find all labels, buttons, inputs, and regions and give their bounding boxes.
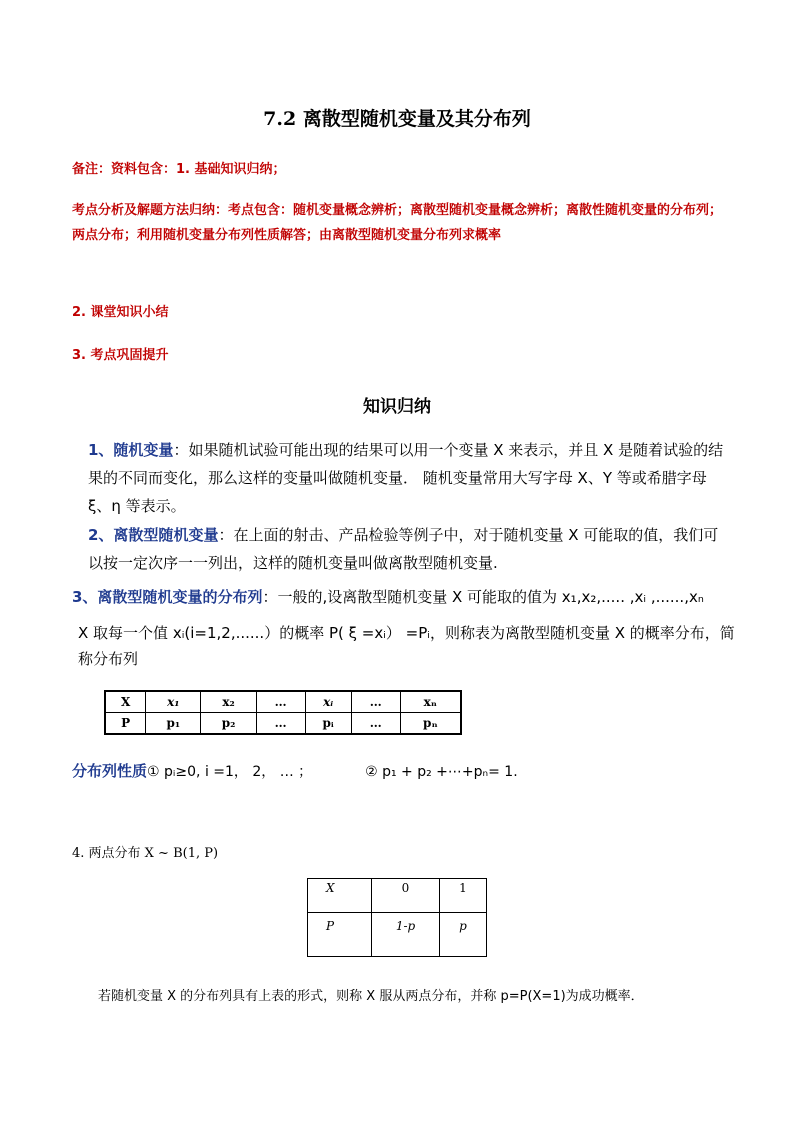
- table-row: [105, 713, 461, 735]
- conclusion-text: 若随机变量 X 的分布列具有上表的形式，则称 X 服从两点分布，并称 p=P(X=1)为成功概率．: [98, 989, 644, 1004]
- paragraph-discrete-variable: [88, 521, 728, 577]
- table-cell: 1: [440, 879, 487, 913]
- section-item-summary: 2. 课堂知识小结: [72, 305, 169, 320]
- table-cell: …: [351, 713, 400, 735]
- two-point-heading: 4. 两点分布 X ~ B(1, P): [72, 846, 219, 861]
- table-row: [308, 913, 487, 957]
- table-cell: P: [105, 713, 146, 735]
- page-title: 7.2 离散型随机变量及其分布列: [263, 108, 531, 130]
- properties-label: 分布列性质: [72, 762, 148, 780]
- section-item-consolidation: 3. 考点巩固提升: [72, 348, 169, 363]
- table-cell: …: [256, 691, 305, 713]
- paragraph-random-variable: [88, 436, 728, 520]
- exam-points: 考点分析及解题方法归纳：考点包含：随机变量概念辨析；离散型随机变量概念辨析；离散性随机变量的分布列；两点分布；利用随机变量分布列性质解答；由离散型随机变量分布列求概率: [72, 203, 723, 243]
- term-random-variable: 1、随机变量: [88, 441, 174, 459]
- definition-text: ：如果随机试验可能出现的结果可以用一个变量 X 来表示，并且 X 是随着试验的结果的不同而变化，那么这样的变量叫做随机变量． 随机变量常用大写字母 X、Y 等或希腊字母 ξ、η 等表示。: [88, 441, 724, 515]
- two-point-table: [307, 878, 487, 957]
- paragraph-distribution: [72, 583, 752, 611]
- table-cell: X: [308, 879, 372, 913]
- paragraph-distribution-cont: X 取每一个值 xᵢ(i=1,2,......）的概率 P( ξ =xᵢ） =Pᵢ，则称表为离散型随机变量 X 的概率分布，简称分布列: [78, 624, 735, 668]
- definition-text: ：一般的,设离散型随机变量 X 可能取的值为 x₁,x₂,..... ,xᵢ ,......,xₙ: [262, 588, 704, 606]
- table-cell: x₂: [201, 691, 256, 713]
- table-cell: P: [308, 913, 372, 957]
- table-cell: X: [105, 691, 146, 713]
- table-cell: p: [440, 913, 487, 957]
- definition-text: ：在上面的射击、产品检验等例子中，对于随机变量 X 可能取的值，我们可以按一定次序一一列出，这样的随机变量叫做离散型随机变量.: [88, 526, 719, 572]
- table-cell: …: [351, 691, 400, 713]
- table-cell: xᵢ: [305, 691, 351, 713]
- property-2: ② p₁ + p₂ +⋯+pₙ= 1.: [365, 764, 518, 780]
- table-cell: xₙ: [400, 691, 461, 713]
- table-row: [308, 879, 487, 913]
- term-distribution: 3、离散型随机变量的分布列: [72, 588, 263, 606]
- table-cell: 0: [372, 879, 440, 913]
- property-1: ① pᵢ≥0, i =1， 2， … ；: [147, 764, 313, 780]
- table-cell: x₁: [146, 691, 201, 713]
- table-cell: 1-p: [372, 913, 440, 957]
- table-cell: pᵢ: [305, 713, 351, 735]
- table-cell: p₂: [201, 713, 256, 735]
- distribution-table: [104, 690, 462, 735]
- term-discrete-variable: 2、离散型随机变量: [88, 526, 219, 544]
- table-cell: pₙ: [400, 713, 461, 735]
- table-row: [105, 691, 461, 713]
- table-cell: …: [256, 713, 305, 735]
- table-cell: p₁: [146, 713, 201, 735]
- section-heading: 知识归纳: [363, 397, 431, 417]
- note-line: 备注：资料包含：1. 基础知识归纳；: [72, 162, 286, 177]
- distribution-properties: [72, 760, 518, 781]
